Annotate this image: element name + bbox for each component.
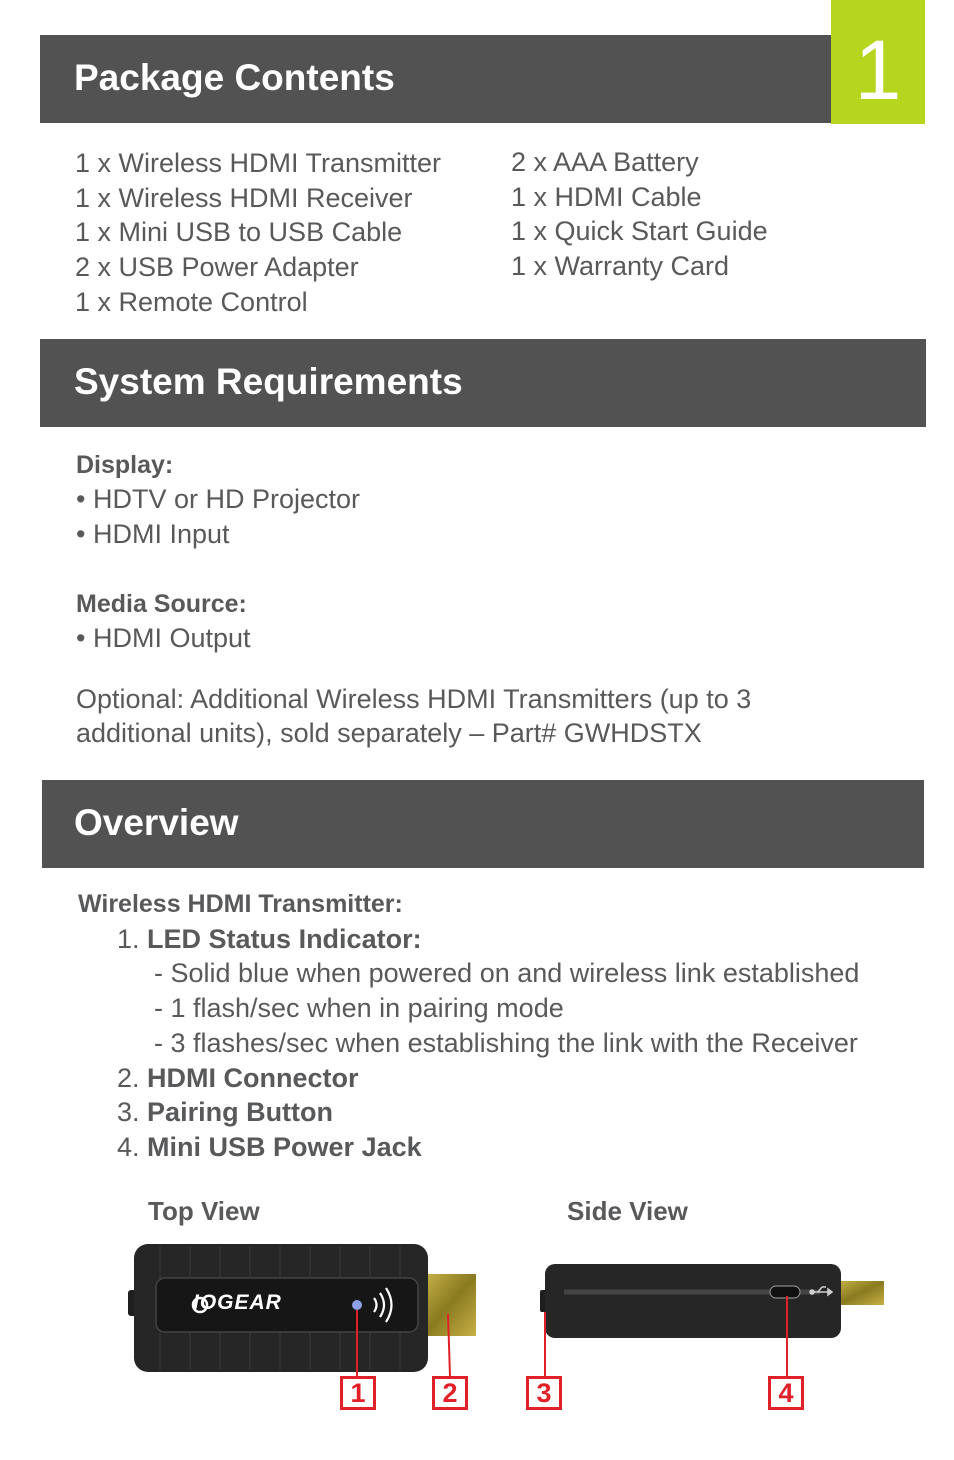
package-item: 2 x USB Power Adapter	[75, 252, 359, 282]
side-view-label: Side View	[567, 1196, 688, 1226]
optional-note-line: Optional: Additional Wireless HDMI Transmitters (up to 3	[76, 684, 752, 714]
item-label: LED Status Indicator:	[147, 924, 422, 954]
item-number: 2.	[117, 1063, 140, 1093]
item-number: 1.	[117, 924, 140, 954]
display-item: • HDMI Input	[76, 519, 230, 549]
system-requirements-title: System Requirements	[74, 361, 463, 402]
package-item: 1 x Wireless HDMI Receiver	[75, 183, 413, 213]
led-note: - Solid blue when powered on and wireless link established	[154, 958, 860, 988]
callout-1: 1	[340, 1376, 376, 1410]
optional-note-line: additional units), sold separately – Part# GWHDSTX	[76, 718, 702, 748]
package-contents-title: Package Contents	[74, 57, 395, 98]
item-number: 4.	[117, 1132, 140, 1162]
item-label: HDMI Connector	[147, 1063, 359, 1093]
page-number: 1	[831, 0, 925, 124]
item-label: Mini USB Power Jack	[147, 1132, 422, 1162]
package-item: 1 x Warranty Card	[511, 251, 730, 281]
led-note: - 1 flash/sec when in pairing mode	[154, 993, 564, 1023]
top-view-label: Top View	[148, 1196, 260, 1226]
item-number: 3.	[117, 1097, 140, 1127]
iogear-logo-text: IOGEAR	[193, 1291, 282, 1314]
transmitter-heading: Wireless HDMI Transmitter:	[78, 890, 403, 918]
package-item: 1 x Mini USB to USB Cable	[75, 217, 403, 247]
led-note: - 3 flashes/sec when establishing the link with the Receiver	[154, 1028, 858, 1058]
package-item: 1 x Wireless HDMI Transmitter	[75, 148, 442, 178]
display-item: • HDTV or HD Projector	[76, 484, 361, 514]
package-item: 1 x HDMI Cable	[511, 182, 702, 212]
media-source-heading: Media Source:	[76, 590, 247, 618]
package-item: 1 x Quick Start Guide	[511, 216, 768, 246]
package-item: 1 x Remote Control	[75, 287, 308, 317]
package-item: 2 x AAA Battery	[511, 147, 699, 177]
media-item: • HDMI Output	[76, 623, 251, 653]
callout-3: 3	[526, 1376, 562, 1410]
item-label: Pairing Button	[147, 1097, 334, 1127]
display-heading: Display:	[76, 451, 174, 479]
callout-4: 4	[768, 1376, 804, 1410]
callout-2: 2	[432, 1376, 468, 1410]
overview-title: Overview	[74, 802, 239, 843]
